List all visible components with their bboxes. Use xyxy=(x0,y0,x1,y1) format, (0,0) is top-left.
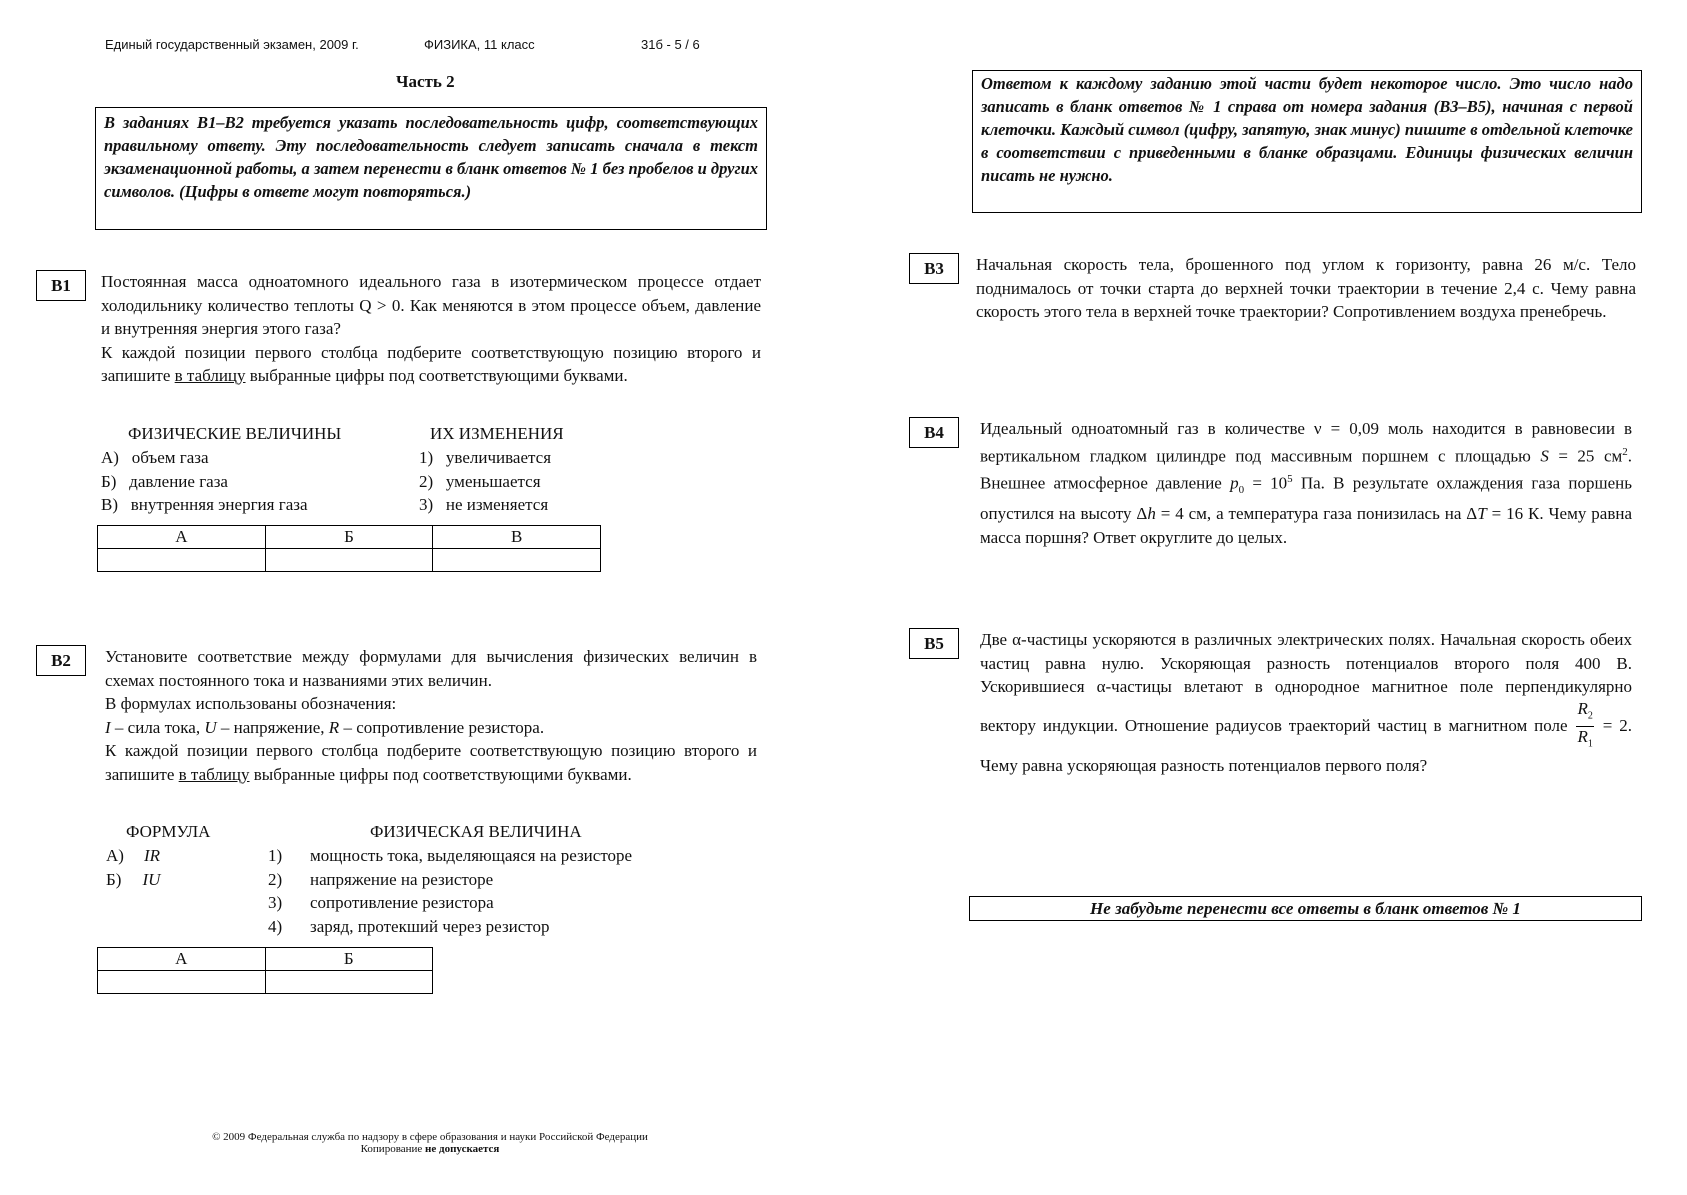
b1-table-header-b: Б xyxy=(265,526,433,549)
b2-right-item-3: 3) сопротивление резистора xyxy=(268,893,494,912)
b2-right-item-4: 4) заряд, протекший через резистор xyxy=(268,916,550,936)
b1-answer-table xyxy=(97,525,601,572)
b1-instruction: К каждой позиции первого столбца подберите соответствующую позицию второго и запишите в таблицу выбранные цифры под соответствующими буквами. xyxy=(101,342,761,385)
b2-right-item-1: 1) мощность тока, выделяющаяся на резисторе xyxy=(268,846,633,865)
b2-table-header-b: Б xyxy=(265,948,433,971)
task-b3-text: Начальная скорость тела, брошенного под углом к горизонту, равна 26 м/с. Тело поднималось от точки старта до верхней точки траектории в течение 2,4 с. Чему равна скорость этого тела в верхней точке траектории? Сопротивлением воздуха пренебречь. xyxy=(976,255,1636,321)
b1-answer-cell-c[interactable] xyxy=(433,549,601,572)
task-b2-text xyxy=(105,645,757,786)
task-label-b4: B4 xyxy=(909,417,959,448)
task-b1-text xyxy=(101,270,761,388)
b1-right-item-3: 3) не изменяется xyxy=(419,495,549,514)
b2-question: Установите соответствие между формулами для вычисления физических величин в схемах постоянного тока и названиями этих величин. xyxy=(105,647,757,690)
b1-left-item-a: А) объем газа xyxy=(101,448,209,467)
b1-col1-header: ФИЗИЧЕСКИЕ ВЕЛИЧИНЫ xyxy=(128,424,342,443)
footer xyxy=(130,1131,730,1155)
left-instruction-box xyxy=(95,107,767,230)
b1-answer-cell-b[interactable] xyxy=(265,549,433,572)
radius-ratio-fraction: $\frac{R_2}{R_1}$ xyxy=(1577,698,1593,750)
page-code: 31б - 5 / 6 xyxy=(641,37,700,52)
footer-copyright: © 2009 Федеральная служба по надзору в сфере образования и науки Российской Федерации xyxy=(212,1131,648,1143)
b2-answer-cell-a[interactable] xyxy=(98,971,266,994)
b1-left-list xyxy=(101,446,308,517)
task-label-b3: B3 xyxy=(909,253,959,284)
b1-left-item-c: В) внутренняя энергия газа xyxy=(101,495,308,514)
task-label-b1: B1 xyxy=(36,270,86,301)
b1-table-link: в таблицу xyxy=(174,366,246,385)
b2-notation: I – сила тока, U – напряжение, R – сопротивление резистора. xyxy=(105,717,545,737)
b2-col2-header: ФИЗИЧЕСКАЯ ВЕЛИЧИНА xyxy=(370,822,582,841)
b1-question: Постоянная масса одноатомного идеального газа в изотермическом процессе отдает холодильнику количество теплоты Q > 0. Как меняются в этом процессе объем, давление и внутренняя энергия этого газа? xyxy=(101,272,761,338)
b1-col2-header: ИХ ИЗМЕНЕНИЯ xyxy=(430,424,564,443)
reminder-box xyxy=(969,896,1642,921)
b2-instruction: К каждой позиции первого столбца подберите соответствующую позицию второго и запишите в таблицу выбранные цифры под соответствующими буквами. xyxy=(105,741,757,784)
subject-header: ФИЗИКА, 11 класс xyxy=(424,37,535,52)
b2-left-item-a: А) IR xyxy=(106,846,160,865)
task-b5-text: Две α-частицы ускоряются в различных электрических полях. Начальная скорость обеих частиц равна нулю. Ускоряющая разность потенциалов второго поля 400 В. Ускорившиеся α-частицы влетают в однородное магнитное поле перпендикулярно вектору индукции. Отношение радиусов траекторий частиц в магнитном поле $\frac{R_2}{R_1}$ = 2. Чему равна ускоряющая разность потенциалов первого поля? xyxy=(980,630,1633,776)
b1-right-item-2: 2) уменьшается xyxy=(419,471,541,491)
b2-col1-header: ФОРМУЛА xyxy=(126,822,211,841)
b1-table-header-c: В xyxy=(433,526,601,549)
right-instruction-box xyxy=(972,70,1642,213)
b1-table-header-a: А xyxy=(98,526,266,549)
b2-answer-table xyxy=(97,947,433,994)
b1-answer-cell-a[interactable] xyxy=(98,549,266,572)
task-label-b5: B5 xyxy=(909,628,959,659)
right-instruction-text: Ответом к каждому заданию этой части будет некоторое число. Это число надо записать в бланк ответов № 1 справа от номера задания (В3–В5), начиная с первой клеточки. Каждый символ (цифру, запятую, знак минус) пишите в отдельной клеточке в соответствии с приведенными в бланке образцами. Единицы физических величин писать не нужно. xyxy=(981,74,1633,185)
b2-right-list xyxy=(268,844,632,938)
b1-right-list xyxy=(419,446,551,517)
b2-answer-cell-b[interactable] xyxy=(265,971,433,994)
b1-left-item-b: Б) давление газа xyxy=(101,471,228,491)
b2-table-link: в таблицу xyxy=(178,764,250,784)
task-b4-text: Идеальный одноатомный газ в количестве ν = 0,09 моль находится в равновесии в вертикальном гладком цилиндре под массивным поршнем с площадью S = 25 $см^2$. Внешнее атмосферное давление $p_0 = 10^5$ Па. В результате охлаждения газа поршень опустился на высоту Δh = 4 см, а температура газа понизилась на ΔT = 16 К. Чему равна масса поршня? Ответ округлите до целых. xyxy=(980,419,1632,547)
b2-left-list xyxy=(106,844,160,891)
task-label-b2: B2 xyxy=(36,645,86,676)
b2-left-item-b: Б) IU xyxy=(106,869,161,889)
part-title: Часть 2 xyxy=(396,72,455,91)
footer-copy-notice: Копирование не допускается xyxy=(360,1143,500,1155)
reminder-text: Не забудьте перенести все ответы в бланк ответов № 1 xyxy=(1090,899,1521,918)
b2-right-item-2: 2) напряжение на резисторе xyxy=(268,869,494,889)
b1-right-item-1: 1) увеличивается xyxy=(419,448,552,467)
exam-header: Единый государственный экзамен, 2009 г. xyxy=(105,37,359,52)
b2-notation-intro: В формулах использованы обозначения: xyxy=(105,694,397,713)
b2-table-header-a: А xyxy=(98,948,266,971)
left-instruction-text: В заданиях В1–В2 требуется указать последовательность цифр, соответствующих правильному ответу. Эту последовательность следует записать сначала в текст экзаменационной работы, а затем перенести в бланк ответов № 1 без пробелов и других символов. (Цифры в ответе могут повторяться.) xyxy=(104,113,758,201)
